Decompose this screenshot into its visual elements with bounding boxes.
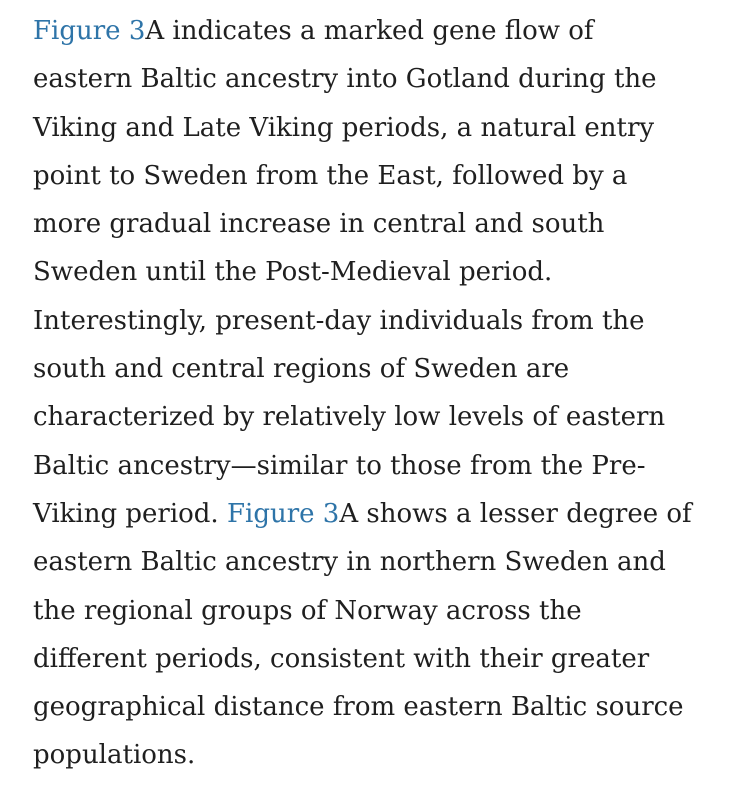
paragraph-line-15	[33, 683, 750, 731]
paragraph-line-4	[33, 152, 750, 200]
paragraph-line-14	[33, 635, 750, 683]
line-text: A indicates a marked gene flow of	[145, 16, 594, 46]
line-text: eastern Baltic ancestry into Gotland during the	[33, 64, 657, 95]
line-text: eastern Baltic ancestry in northern Sweden and	[33, 547, 666, 578]
line-text: more gradual increase in central and south	[33, 209, 605, 240]
line-text: Sweden until the Post-Medieval period.	[33, 257, 553, 288]
line-text: point to Sweden from the East, followed by a	[33, 160, 628, 191]
line-text: Viking period.	[33, 498, 227, 529]
paragraph-line-11	[33, 490, 750, 538]
paragraph-line-2	[33, 55, 750, 103]
line-text: different periods, consistent with their greater	[33, 643, 650, 674]
body-paragraph	[33, 7, 750, 780]
line-text: Viking and Late Viking periods, a natural entry	[33, 112, 655, 143]
paragraph-line-13	[33, 587, 750, 635]
line-text: A shows a lesser degree of	[339, 498, 692, 529]
paragraph-line-5	[33, 200, 750, 248]
paragraph-line-10	[33, 442, 750, 490]
paragraph-line-9	[33, 393, 750, 441]
line-text: Interestingly, present-day individuals from the	[33, 305, 645, 336]
line-text: the regional groups of Norway across the	[33, 595, 582, 626]
paragraph-line-1	[33, 7, 750, 55]
paragraph-line-16	[33, 731, 750, 779]
line-text: south and central regions of Sweden are	[33, 354, 570, 385]
paragraph-line-8	[33, 345, 750, 393]
figure-3-link[interactable]: Figure 3	[226, 498, 340, 529]
figure-3-link[interactable]: Figure 3	[33, 16, 146, 46]
paragraph-line-7	[33, 297, 750, 345]
paragraph-line-12	[33, 538, 750, 586]
line-text: characterized by relatively low levels of eastern	[33, 402, 666, 433]
line-text: geographical distance from eastern Baltic source	[33, 692, 684, 723]
line-text: Baltic ancestry—similar to those from the Pre-	[33, 450, 646, 481]
line-text: populations.	[33, 740, 196, 771]
paragraph-line-3	[33, 104, 750, 152]
paragraph-line-6	[33, 248, 750, 296]
